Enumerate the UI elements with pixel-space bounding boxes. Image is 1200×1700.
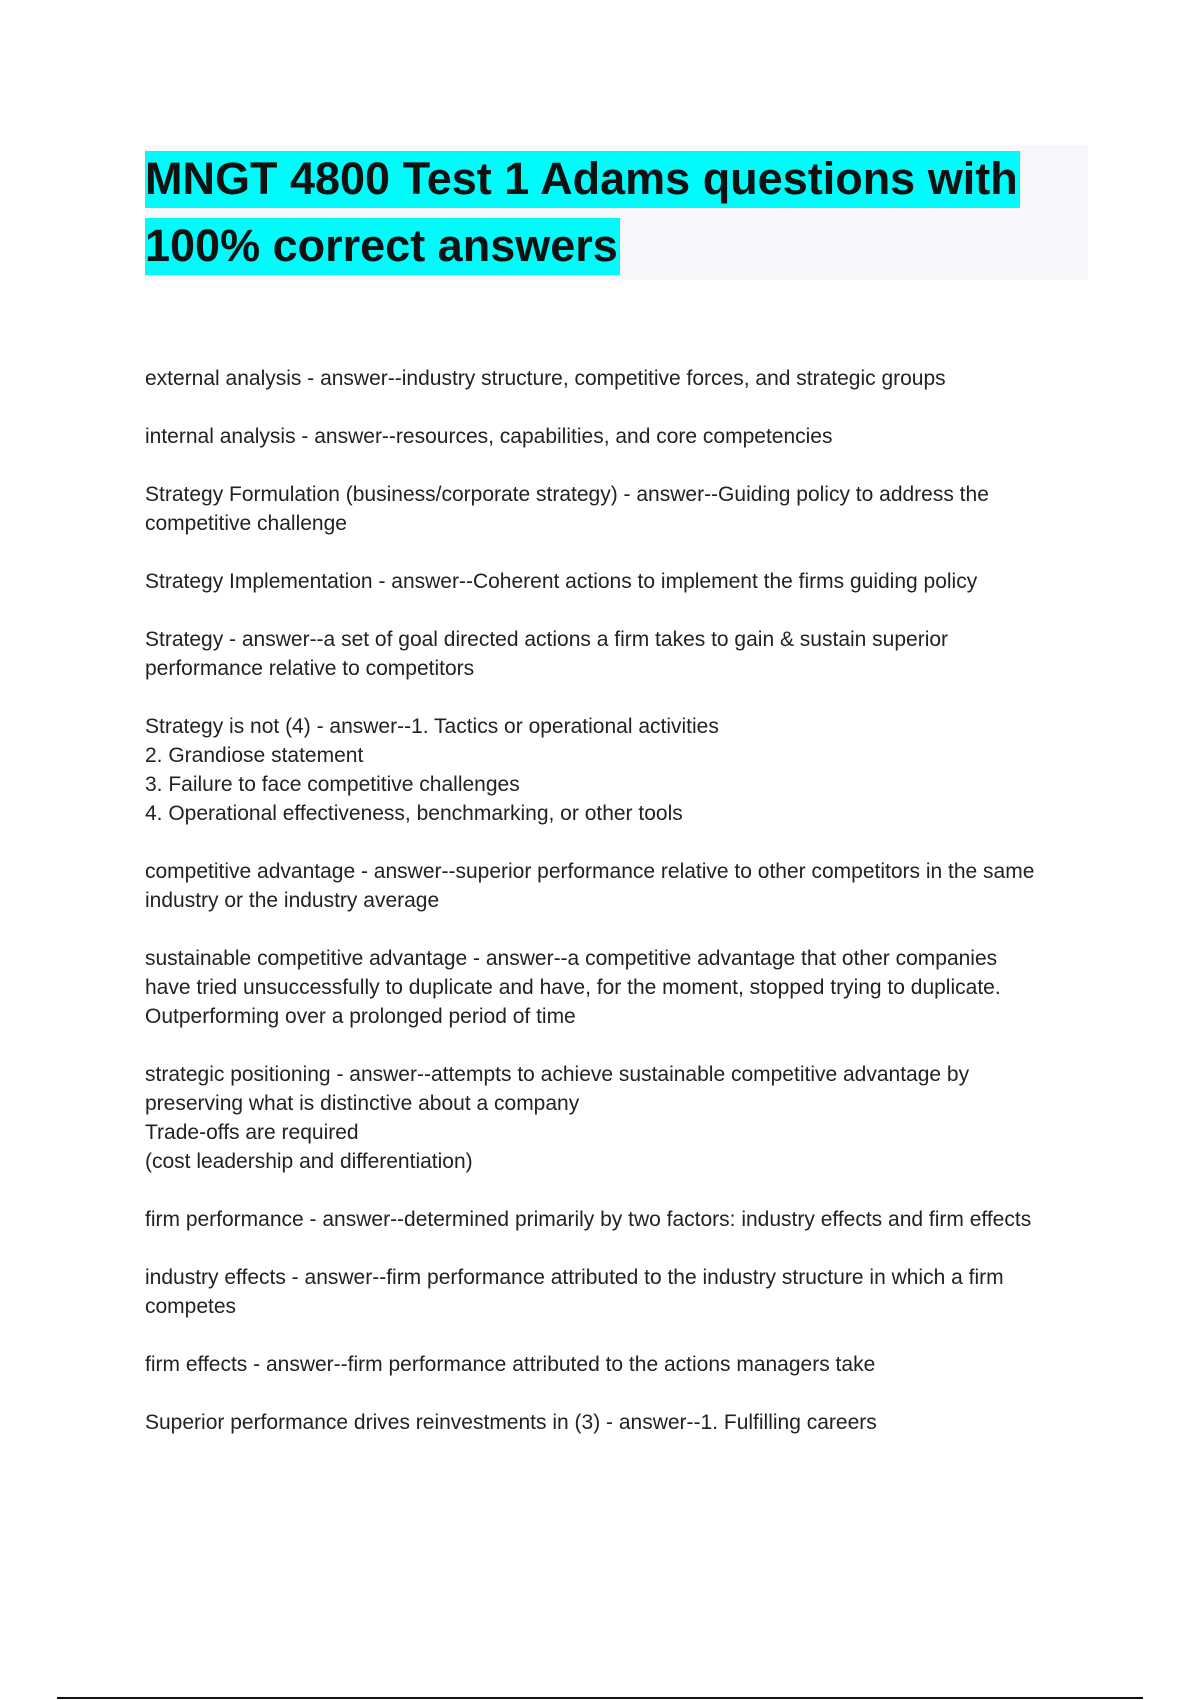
qa-entry [145, 1350, 1095, 1379]
entry-line: Strategy Implementation - answer--Coherent actions to implement the firms guiding policy [145, 570, 978, 593]
entry-line: external analysis - answer--industry structure, competitive forces, and strategic groups [145, 367, 946, 390]
entry-line: Outperforming over a prolonged period of time [145, 1005, 576, 1028]
entry-line: 3. Failure to face competitive challenges [145, 773, 520, 796]
qa-entry [145, 857, 1095, 915]
document-title [145, 145, 1088, 279]
question-answer-list [145, 364, 1095, 1466]
entry-line: strategic positioning - answer--attempts to achieve sustainable competitive advantage by [145, 1063, 970, 1086]
qa-entry [145, 422, 1095, 451]
qa-entry [145, 625, 1095, 683]
entry-line: Superior performance drives reinvestments in (3) - answer--1. Fulfilling careers [145, 1411, 877, 1434]
qa-entry [145, 364, 1095, 393]
entry-line: Trade-offs are required [145, 1121, 359, 1144]
qa-entry [145, 1263, 1095, 1321]
entry-line: competes [145, 1295, 237, 1318]
qa-entry [145, 1205, 1095, 1234]
qa-entry [145, 712, 1095, 828]
qa-entry [145, 1060, 1095, 1176]
entry-line: industry or the industry average [145, 889, 440, 912]
title-line-2: 100% correct answers [145, 218, 620, 275]
qa-entry [145, 1408, 1095, 1437]
entry-line: firm effects - answer--firm performance attributed to the actions managers take [145, 1353, 876, 1376]
title-block [145, 145, 1088, 280]
entry-line: competitive challenge [145, 512, 347, 535]
entry-line: 2. Grandiose statement [145, 744, 364, 767]
qa-entry [145, 480, 1095, 538]
title-line-1: MNGT 4800 Test 1 Adams questions with [145, 151, 1020, 208]
entry-line: competitive advantage - answer--superior performance relative to other competitors in the same [145, 860, 1035, 883]
entry-line: performance relative to competitors [145, 657, 475, 680]
entry-line: industry effects - answer--firm performance attributed to the industry structure in which a firm [145, 1266, 1004, 1289]
entry-line: have tried unsuccessfully to duplicate and have, for the moment, stopped trying to duplicate. [145, 976, 1001, 999]
entry-line: Strategy Formulation (business/corporate strategy) - answer--Guiding policy to address the [145, 483, 989, 506]
footer-divider [57, 1697, 1143, 1699]
entry-line: (cost leadership and differentiation) [145, 1150, 473, 1173]
entry-line: preserving what is distinctive about a company [145, 1092, 580, 1115]
entry-line: Strategy - answer--a set of goal directed actions a firm takes to gain & sustain superior [145, 628, 949, 651]
entry-line: 4. Operational effectiveness, benchmarking, or other tools [145, 802, 683, 825]
entry-line: Strategy is not (4) - answer--1. Tactics or operational activities [145, 715, 719, 738]
qa-entry [145, 944, 1095, 1031]
entry-line: internal analysis - answer--resources, capabilities, and core competencies [145, 425, 833, 448]
qa-entry [145, 567, 1095, 596]
entry-line: firm performance - answer--determined primarily by two factors: industry effects and firm effects [145, 1208, 1032, 1231]
entry-line: sustainable competitive advantage - answer--a competitive advantage that other companies [145, 947, 998, 970]
